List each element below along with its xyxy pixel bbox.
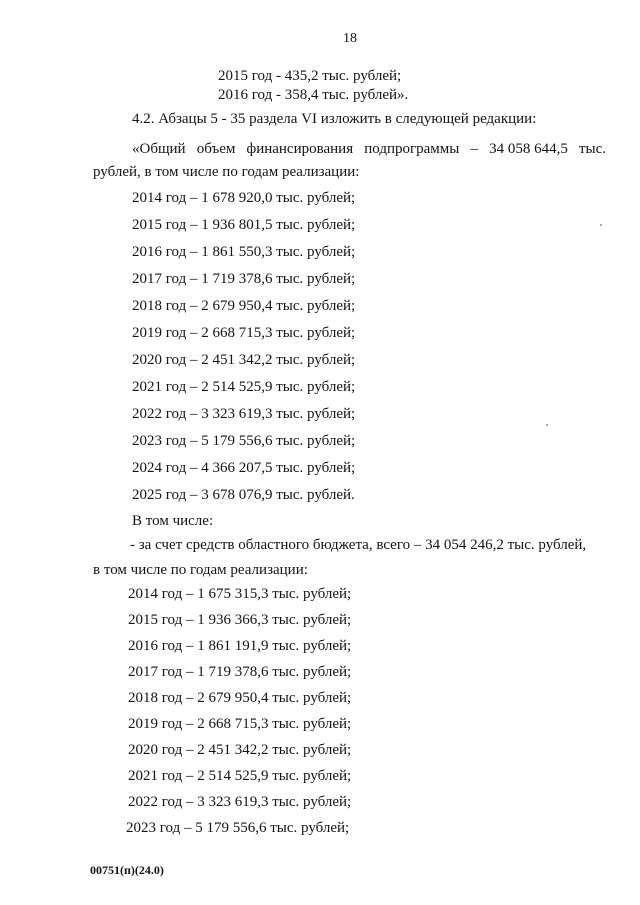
total-financing-continuation: рублей, в том числе по годам реализации: <box>93 164 360 180</box>
regional-budget-line: - за счет средств областного бюджета, всего – 34 054 246,2 тыс. рублей, <box>130 537 587 553</box>
total-word-1: «Общий <box>132 141 186 157</box>
scan-speck <box>546 424 548 426</box>
year-line: 2014 год – 1 675 315,3 тыс. рублей; <box>128 586 352 602</box>
page-number: 18 <box>343 31 357 46</box>
total-word-3: финансирования <box>246 141 354 157</box>
year-line: 2014 год – 1 678 920,0 тыс. рублей; <box>132 190 356 206</box>
year-line: 2020 год – 2 451 342,2 тыс. рублей; <box>128 742 352 758</box>
year-line: 2021 год – 2 514 525,9 тыс. рублей; <box>128 768 352 784</box>
year-line: 2021 год – 2 514 525,9 тыс. рублей; <box>132 379 356 395</box>
year-line: 2017 год – 1 719 378,6 тыс. рублей; <box>132 271 356 287</box>
total-word-2: объем <box>196 141 236 157</box>
year-line: 2015 год – 1 936 366,3 тыс. рублей; <box>128 612 352 628</box>
total-financing-line <box>132 140 606 158</box>
year-line: 2018 год – 2 679 950,4 тыс. рублей; <box>132 298 356 314</box>
year-line: 2023 год – 5 179 556,6 тыс. рублей; <box>132 433 356 449</box>
total-word-6: 34 058 644,5 <box>489 141 568 157</box>
total-word-5: – <box>470 141 478 157</box>
total-word-7: тыс. <box>578 141 606 157</box>
section-header: 4.2. Абзацы 5 - 35 раздела VI изложить в следующей редакции: <box>132 111 537 127</box>
previous-text-line-2015: 2015 год - 435,2 тыс. рублей; <box>218 68 402 84</box>
year-line: 2018 год – 2 679 950,4 тыс. рублей; <box>128 690 352 706</box>
year-line: 2025 год – 3 678 076,9 тыс. рублей. <box>132 487 355 503</box>
year-line: 2017 год – 1 719 378,6 тыс. рублей; <box>128 664 352 680</box>
total-word-4: подпрограммы <box>364 141 460 157</box>
year-line: 2015 год – 1 936 801,5 тыс. рублей; <box>132 217 356 233</box>
in-that-number-heading: В том числе: <box>132 513 214 529</box>
previous-text-line-2016: 2016 год - 358,4 тыс. рублей». <box>218 87 409 103</box>
footer-document-code: 00751(п)(24.0) <box>90 863 164 877</box>
year-line: 2016 год – 1 861 550,3 тыс. рублей; <box>132 244 356 260</box>
year-line: 2022 год – 3 323 619,3 тыс. рублей; <box>132 406 356 422</box>
year-line: 2019 год – 2 668 715,3 тыс. рублей; <box>132 325 356 341</box>
scan-speck <box>600 224 602 226</box>
year-line: 2019 год – 2 668 715,3 тыс. рублей; <box>128 716 352 732</box>
year-line: 2020 год – 2 451 342,2 тыс. рублей; <box>132 352 356 368</box>
year-line: 2022 год – 3 323 619,3 тыс. рублей; <box>128 794 352 810</box>
year-line: 2024 год – 4 366 207,5 тыс. рублей; <box>132 460 356 476</box>
regional-budget-continuation: в том числе по годам реализации: <box>93 562 308 578</box>
year-line: 2023 год – 5 179 556,6 тыс. рублей; <box>126 820 350 836</box>
year-line: 2016 год – 1 861 191,9 тыс. рублей; <box>128 638 352 654</box>
